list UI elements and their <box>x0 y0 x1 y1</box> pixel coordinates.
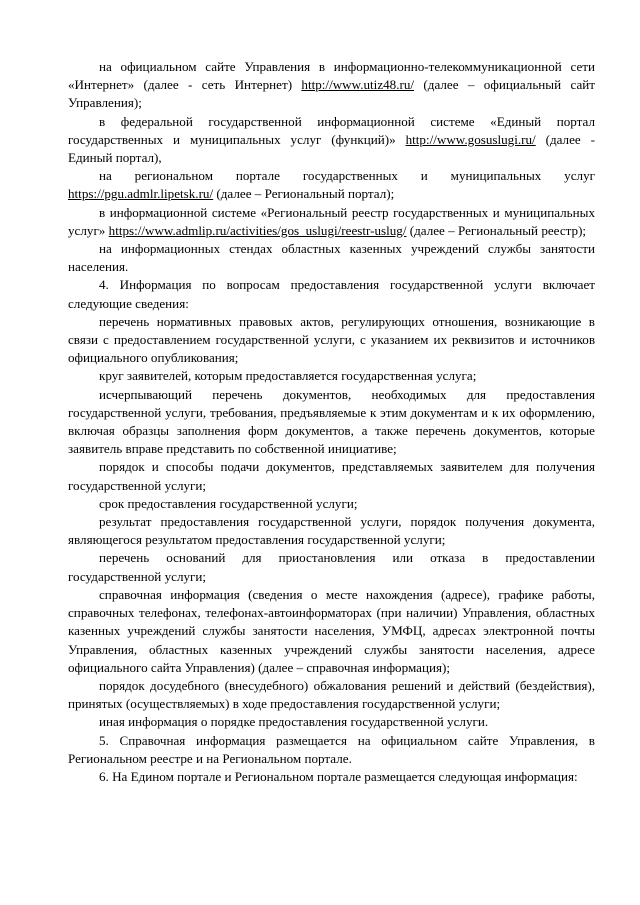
url-link[interactable]: http://www.gosuslugi.ru/ <box>405 131 536 147</box>
paragraph-text: 6. На Едином портале и Региональном портале размещается следующая информация: <box>99 768 578 784</box>
paragraph <box>68 367 595 385</box>
paragraph <box>68 204 595 240</box>
paragraph <box>68 513 595 549</box>
paragraph <box>68 276 595 312</box>
paragraph <box>68 458 595 494</box>
paragraph-text: порядок и способы подачи документов, представляемых заявителем для получения государственной услуги; <box>68 459 595 493</box>
paragraph <box>68 713 595 731</box>
paragraph <box>68 167 595 203</box>
paragraph <box>68 677 595 713</box>
paragraph <box>68 495 595 513</box>
paragraph-text: справочная информация (сведения о месте нахождения (адресе), графике работы, справочных телефонах, телефонах-автоинформаторах (при наличии) Управления, областных казенных учреждений службы занятости населения, УМФЦ, адресах электронной почты Управления, областных казенных учреждений службы занятости населения, адресе официального сайта Управления) (далее – справочная информация); <box>68 586 595 675</box>
url-link[interactable]: http://www.utiz48.ru/ <box>301 77 415 93</box>
paragraph-text: 5. Справочная информация размещается на официальном сайте Управления, в Региональном реестре и на Региональном портале. <box>68 732 595 766</box>
paragraph <box>68 240 595 276</box>
paragraph <box>68 586 595 677</box>
paragraph-text: на официальном сайте Управления в информационно-телекоммуникационной сети «Интернет» (далее - сеть Интернет) <box>68 59 595 93</box>
paragraph-text: на региональном портале государственных и муниципальных услуг <box>99 168 595 184</box>
paragraph-text: в информационной системе «Региональный реестр государственных и муниципальных услуг» <box>68 204 595 238</box>
url-link[interactable]: https://www.admlip.ru/activities/gos_uslugi/reestr-uslug/ <box>108 222 407 238</box>
paragraph-text: (далее - Единый портал), <box>68 131 595 166</box>
paragraph-text: перечень нормативных правовых актов, регулирующих отношения, возникающие в связи с предоставлением государственной услуги, с указанием их реквизитов и источников официального опубликования; <box>68 313 595 366</box>
paragraph <box>68 313 595 368</box>
paragraph-text: (далее – официальный сайт Управления); <box>68 77 595 111</box>
paragraph <box>68 113 595 168</box>
paragraph-text: (далее – Региональный портал); <box>213 186 395 202</box>
paragraph-text: порядок досудебного (внесудебного) обжалования решений и действий (бездействия), принятых (осуществляемых) в ходе предоставления государственной услуги; <box>68 677 595 712</box>
paragraph-text: круг заявителей, которым предоставляется государственная услуга; <box>99 368 477 384</box>
url-link[interactable]: https://pgu.admlr.lipetsk.ru/ <box>68 186 214 202</box>
paragraph-text: в федеральной государственной информационной системе «Единый портал государственных и муниципальных услуг (функций)» <box>68 113 595 147</box>
paragraph <box>68 386 595 459</box>
paragraph-text: на информационных стендах областных казенных учреждений службы занятости населения. <box>68 241 595 275</box>
paragraph <box>68 732 595 768</box>
paragraph-text: результат предоставления государственной услуги, порядок получения документа, являющегося результатом предоставления государственной услуги; <box>68 514 595 548</box>
paragraph-text: иная информация о порядке предоставления государственной услуги. <box>99 714 489 730</box>
paragraph-text: исчерпывающий перечень документов, необходимых для предоставления государственной услуги, требования, предъявляемые к этим документам и к их оформлению, включая образцы заполнения форм документов, а также перечень документов, которые заявитель вправе представить по собственной инициативе; <box>68 386 595 457</box>
paragraph-text: срок предоставления государственной услуги; <box>99 495 358 511</box>
paragraph-text: (далее – Региональный реестр); <box>406 222 587 238</box>
paragraph-text: 4. Информация по вопросам предоставления государственной услуги включает следующие сведения: <box>68 277 595 311</box>
document-page <box>68 58 595 786</box>
paragraph <box>68 768 595 786</box>
paragraph <box>68 58 595 113</box>
paragraph <box>68 549 595 585</box>
paragraph-text: перечень оснований для приостановления или отказа в предоставлении государственной услуги; <box>68 550 595 584</box>
